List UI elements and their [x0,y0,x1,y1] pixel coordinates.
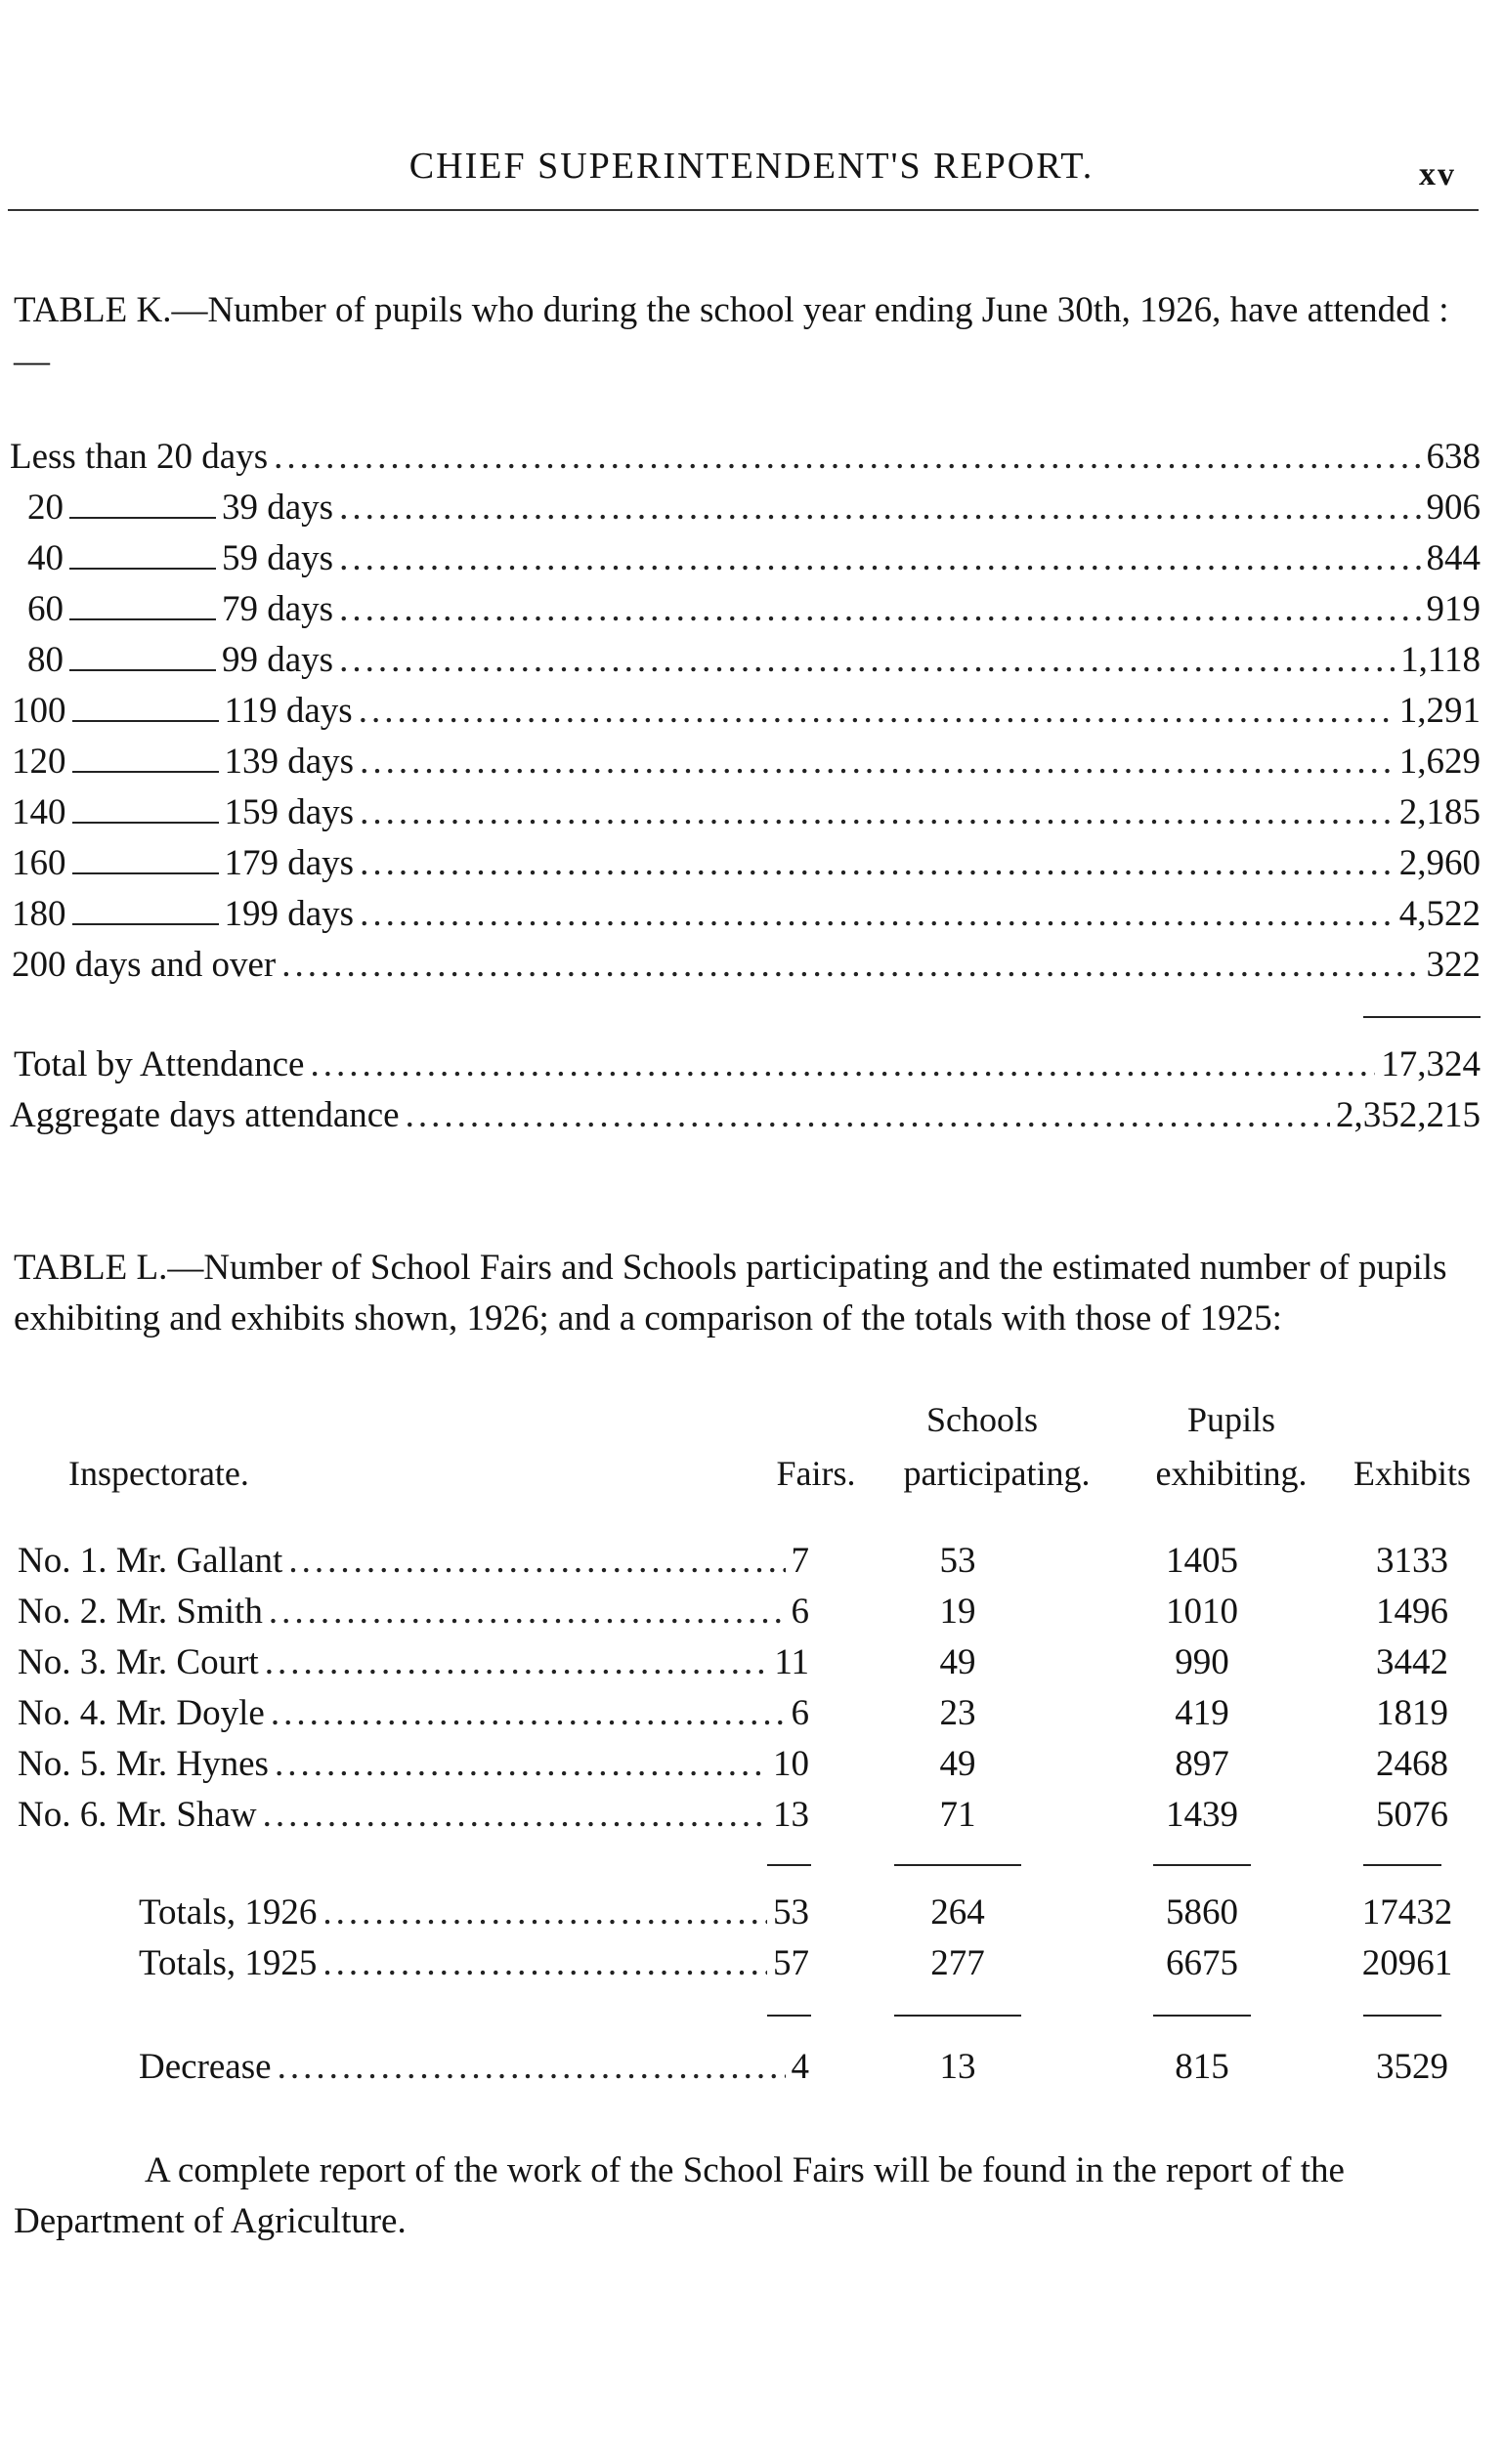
leader-dots [281,944,1420,986]
range-dash [69,568,216,570]
pupils-value: 1405 [1166,1541,1238,1581]
pupils-value: 419 [1175,1693,1229,1733]
schools-value: 53 [939,1541,976,1581]
range-dash [69,517,216,519]
aggregate-label: Aggregate days attendance [10,1095,400,1135]
table-k-row [12,741,1481,783]
table-k-row-to: 99 days [222,640,334,680]
leader-dots [359,690,1394,732]
totals-label: Totals, 1926 [139,1892,318,1933]
table-k-row-value: 906 [1426,488,1481,528]
row-label-cell [18,1743,809,1785]
pupils-value: 897 [1175,1744,1229,1784]
exhibits-total: 20961 [1361,1943,1453,1983]
range-dash [72,720,219,722]
exhibits-value: 1819 [1376,1693,1448,1733]
table-k-total-row [14,1043,1481,1085]
fairs-value: 11 [774,1642,809,1682]
pupils-total: 6675 [1166,1943,1238,1983]
table-k-row-value: 322 [1426,945,1481,985]
table-k-row-from: 180 [12,894,66,934]
sum-rule [894,1864,1021,1866]
inspector-label: No. 2. Mr. Smith [18,1592,263,1632]
leader-dots [288,1540,785,1582]
sum-rule [1153,2015,1251,2017]
fairs-value: 6 [791,1592,809,1632]
table-k-row-value: 2,185 [1398,792,1481,832]
leader-dots [339,487,1420,529]
inspector-label: No. 1. Mr. Gallant [18,1541,283,1581]
footer-note: A complete report of the work of the School Fairs will be found in the report of the Department of Agriculture. [14,2150,1345,2241]
table-k-row-from: 20 [27,488,64,528]
header-exhibits: Exhibits [1353,1454,1471,1493]
table-k-row-from: 80 [27,640,64,680]
table-k-row-to: 79 days [222,589,334,629]
table-k-row-to: 159 days [224,792,355,832]
pupils-decrease: 815 [1175,2047,1229,2087]
exhibits-total: 17432 [1361,1892,1453,1933]
range-dash [72,822,219,824]
table-k-row-value: 2,960 [1398,843,1481,883]
leader-dots [360,791,1394,833]
table-k-row-label: Less than 20 days [10,437,269,477]
row-label-cell [139,1891,809,1933]
table-k-row [27,537,1481,579]
total-label: Total by Attendance [14,1044,305,1084]
inspector-label: No. 6. Mr. Shaw [18,1795,257,1835]
row-label-cell [18,1540,809,1582]
page-number: xv [1419,156,1456,192]
fairs-value: 7 [791,1541,809,1581]
header-inspectorate: Inspectorate. [68,1454,249,1493]
range-dash [72,771,219,773]
table-k-row-to: 139 days [224,742,355,782]
exhibits-value: 5076 [1376,1795,1448,1835]
table-k-row-from: 140 [12,792,66,832]
fairs-value: 10 [773,1744,809,1784]
fairs-value: 13 [773,1795,809,1835]
schools-total: 277 [930,1943,985,1983]
table-k-row-from: 40 [27,538,64,578]
sum-rule [1363,2015,1441,2017]
header-schools-bottom: participating. [903,1454,1091,1493]
table-k-row-value: 844 [1426,538,1481,578]
table-k-row [12,842,1481,884]
pupils-value: 1439 [1166,1795,1238,1835]
inspector-label: No. 5. Mr. Hynes [18,1744,269,1784]
table-k-row-label: 200 days and over [12,945,277,985]
range-dash [72,872,219,874]
header-pupils-top: Pupils [1186,1400,1276,1439]
table-k-row-value: 1,291 [1398,691,1481,731]
schools-decrease: 13 [939,2047,976,2087]
leader-dots [275,1743,767,1785]
pupils-value: 990 [1175,1642,1229,1682]
exhibits-value: 1496 [1376,1592,1448,1632]
fairs-decrease: 4 [791,2047,809,2087]
leader-dots [360,741,1394,783]
range-dash [69,669,216,671]
sum-rule [894,2015,1021,2017]
table-k-row-from: 120 [12,742,66,782]
schools-value: 71 [939,1795,976,1835]
aggregate-value: 2,352,215 [1336,1095,1481,1135]
table-k-row [12,944,1481,986]
total-value: 17,324 [1381,1044,1481,1084]
leader-dots [360,893,1394,935]
fairs-value: 6 [791,1693,809,1733]
row-label-cell [18,1641,809,1683]
row-label-cell [139,1942,809,1984]
schools-value: 49 [939,1642,976,1682]
table-k-row-to: 179 days [224,843,355,883]
row-label-cell [18,1591,809,1633]
table-k-row [27,487,1481,529]
table-l-caption: TABLE L.—Number of School Fairs and Schools participating and the estimated number of pupils exhibiting and exhibits shown, 1926; and a comparison of the totals with those of 1925: [14,1248,1447,1338]
fairs-total: 53 [773,1892,809,1933]
leader-dots [322,1942,767,1984]
header-rule [8,209,1479,211]
schools-value: 19 [939,1592,976,1632]
sum-rule [1363,1016,1481,1018]
leader-dots [263,1794,767,1836]
totals-label: Totals, 1925 [139,1943,318,1983]
table-k-row-from: 160 [12,843,66,883]
table-k-row-to: 119 days [224,691,353,731]
leader-dots [406,1094,1330,1136]
leader-dots [339,588,1420,630]
leader-dots [339,639,1395,681]
sum-rule [767,1864,811,1866]
range-dash [69,618,216,620]
table-k-row-from: 60 [27,589,64,629]
table-k-row [10,436,1481,478]
table-k-row [12,690,1481,732]
sum-rule [767,2015,811,2017]
table-k-row-from: 100 [12,691,66,731]
inspector-label: No. 4. Mr. Doyle [18,1693,265,1733]
table-k-row [27,588,1481,630]
table-k-caption: TABLE K.—Number of pupils who during the school year ending June 30th, 1926, have attended :— [14,290,1449,381]
leader-dots [265,1641,769,1683]
leader-dots [271,1692,786,1734]
pupils-value: 1010 [1166,1592,1238,1632]
row-label-cell [18,1794,809,1836]
schools-total: 264 [930,1892,985,1933]
table-k-row-value: 1,118 [1400,640,1481,680]
exhibits-value: 3133 [1376,1541,1448,1581]
row-label-cell [139,2046,809,2088]
range-dash [72,923,219,925]
schools-value: 49 [939,1744,976,1784]
table-k-row-value: 638 [1426,437,1481,477]
table-k-row [12,893,1481,935]
leader-dots [339,537,1420,579]
header-fairs: Fairs. [776,1454,856,1493]
inspector-label: No. 3. Mr. Court [18,1642,259,1682]
decrease-label: Decrease [139,2047,272,2087]
header-pupils-bottom: exhibiting. [1155,1454,1308,1493]
sum-rule [1153,1864,1251,1866]
row-label-cell [18,1692,809,1734]
table-k-row-to: 39 days [222,488,334,528]
leader-dots [274,436,1420,478]
exhibits-value: 3442 [1376,1642,1448,1682]
pupils-total: 5860 [1166,1892,1238,1933]
table-k-row-to: 199 days [224,894,355,934]
header-schools-top: Schools [925,1400,1038,1439]
leader-dots [269,1591,786,1633]
table-k-row-to: 59 days [222,538,334,578]
table-k-row-value: 4,522 [1398,894,1481,934]
table-k-row [27,639,1481,681]
schools-value: 23 [939,1693,976,1733]
table-k-row-value: 1,629 [1398,742,1481,782]
table-k-total-row [10,1094,1481,1136]
leader-dots [360,842,1394,884]
leader-dots [310,1043,1375,1085]
table-k-row [12,791,1481,833]
exhibits-value: 2468 [1376,1744,1448,1784]
leader-dots [322,1891,767,1933]
fairs-total: 57 [773,1943,809,1983]
sum-rule [1363,1864,1441,1866]
leader-dots [278,2046,786,2088]
table-k-row-value: 919 [1426,589,1481,629]
exhibits-decrease: 3529 [1376,2047,1448,2087]
page-header-title: CHIEF SUPERINTENDENT'S REPORT. [408,146,1095,187]
